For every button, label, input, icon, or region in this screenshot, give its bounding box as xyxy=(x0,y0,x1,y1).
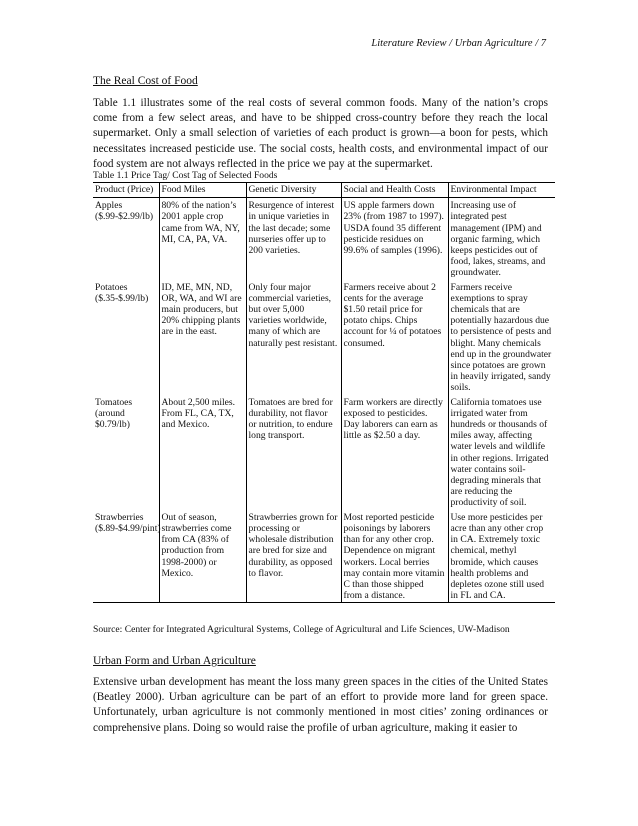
cell-product: Apples ($.99-$2.99/lb) xyxy=(93,198,159,281)
cell-environmental: California tomatoes use irrigated water from hundreds or thousands of miles away, affecting water levels and wildlife in other regions. Irrigated water contains soil-degrading minerals that are reducing the productivity of soil. xyxy=(450,396,549,509)
price-cost-table xyxy=(93,182,555,603)
cell-product: Tomatoes (around $0.79/lb) xyxy=(93,396,159,511)
table-caption: Table 1.1 Price Tag/ Cost Tag of Selected Foods xyxy=(93,170,278,181)
header-social-health: Social and Health Costs xyxy=(341,183,448,198)
table-row xyxy=(93,511,555,603)
cell-food-miles: Out of season, strawberries come from CA (83% of production from 1998-2000) or Mexico. xyxy=(159,511,246,603)
paragraph-real-cost: Table 1.1 illustrates some of the real costs of several common foods. Many of the nation’s crops come from a few select areas, and have to be shipped cross-country before they reach the local supermarket. Only a small selection of varieties of each product is grown—a boon for pests, which necessitates increased pesticide use. The social costs, health costs, and environmental impact of our food system are not always reflected in the price we pay at the supermarket. xyxy=(93,97,548,170)
cell-genetic-diversity: Resurgence of interest in unique varieties in the last decade; some nurseries offer up to 200 varieties. xyxy=(246,198,341,281)
header-product: Product (Price) xyxy=(93,183,159,198)
header-food-miles: Food Miles xyxy=(159,183,246,198)
cell-food-miles: ID, ME, MN, ND, OR, WA, and WI are main producers, but 20% chipping plants are in the east. xyxy=(159,281,246,396)
running-header: Literature Review / Urban Agriculture / 7 xyxy=(371,38,546,49)
cell-environmental: Use more pesticides per acre than any other crop in CA. Extremely toxic chemical, methyl bromide, which causes health problems and depletes ozone still used in FL and CA. xyxy=(448,511,555,603)
header-genetic-diversity: Genetic Diversity xyxy=(246,183,341,198)
cell-environmental: Increasing use of integrated pest management (IPM) and organic farming, which keeps pesticides out of food, lakes, streams, and groundwater. xyxy=(450,200,546,279)
header-environmental: Environmental Impact xyxy=(448,183,555,198)
cell-social-health: US apple farmers down 23% (from 1987 to 1997). USDA found 35 different pesticide residues on 99.6% of samples (1996). xyxy=(341,198,448,281)
table-row xyxy=(93,198,555,281)
cell-product: Potatoes ($.35-$.99/lb) xyxy=(93,281,159,396)
cell-food-miles: 80% of the nation’s 2001 apple crop came from WA, NY, MI, CA, PA, VA. xyxy=(159,198,246,281)
cell-genetic-diversity: Strawberries grown for processing or wholesale distribution are bred for size and durability, as opposed to flavor. xyxy=(246,511,341,603)
table-header-row xyxy=(93,183,555,198)
paragraph-urban-form: Extensive urban development has meant the loss many green spaces in the cities of the United States (Beatley 2000). Urban agriculture can be part of an effort to provide more land for green space. Unfortunately, urban agriculture is not commonly mentioned in most cities’ zoning ordinances or comprehensive plans. Doing so would raise the profile of urban agriculture, making it easier to xyxy=(93,676,548,734)
table-source-note: Source: Center for Integrated Agricultural Systems, College of Agricultural and Life Sciences, UW-Madison xyxy=(93,624,510,635)
cell-social-health: Farm workers are directly exposed to pesticides. Day laborers can earn as little as $2.50 a day. xyxy=(341,396,448,511)
cell-social-health: Farmers receive about 2 cents for the average $1.50 retail price for potato chips. Chips account for ¼ of potatoes consumed. xyxy=(341,281,448,396)
section-title-urban-form: Urban Form and Urban Agriculture xyxy=(93,655,256,667)
cell-genetic-diversity: Only four major commercial varieties, but over 5,000 varieties worldwide, many of which are naturally pest resistant. xyxy=(246,281,341,396)
cell-social-health: Most reported pesticide poisonings by laborers than for any other crop. Dependence on migrant workers. Local berries may contain more vitamin C than those shipped from a distance. xyxy=(341,511,448,603)
table-row xyxy=(93,396,555,511)
table-row xyxy=(93,281,555,396)
cell-environmental: Farmers receive exemptions to spray chemicals that are potentially hazardous due to persistence of pests and blight. Many chemicals end up in the groundwater since potatoes are grown in heavily irrigated, sandy soils. xyxy=(450,281,552,394)
section-title-real-cost: The Real Cost of Food xyxy=(93,75,198,87)
cell-food-miles: About 2,500 miles. From FL, CA, TX, and Mexico. xyxy=(159,396,246,511)
cell-genetic-diversity: Tomatoes are bred for durability, not flavor or nutrition, to endure long transport. xyxy=(246,396,341,511)
cell-product: Strawberries ($.89-$4.99/pint) xyxy=(93,511,159,603)
